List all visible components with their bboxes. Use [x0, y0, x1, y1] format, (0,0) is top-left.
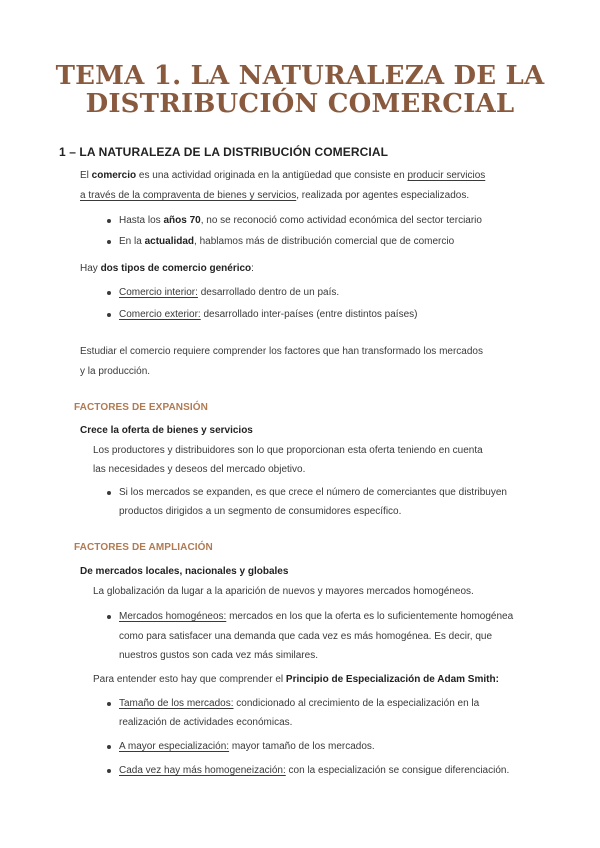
bullet-actualidad: En la actualidad, hablamos más de distribución comercial que de comercio: [119, 232, 454, 252]
expansion-heading: FACTORES DE EXPANSIÓN: [74, 402, 208, 413]
adam-smith-intro: Para entender esto hay que comprender el Principio de Especialización de Adam Smith:: [93, 674, 499, 685]
tamano-line-2: realización de actividades económicas.: [119, 717, 293, 728]
estudiar-line-1: Estudiar el comercio requiere comprender los factores que han transformado los mercados: [80, 346, 483, 357]
bullet-homogeneizacion: Cada vez hay más homogeneización: con la especialización se consigue diferenciación.: [119, 761, 509, 781]
page-title: [40, 62, 560, 118]
expansion-para-line-2: las necesidades y deseos del mercado objetivo.: [93, 464, 306, 475]
homog-line-2: como para satisfacer una demanda que cada vez es más homogénea. Es decir, que: [119, 631, 493, 642]
ampliacion-para: La globalización da lugar a la aparición de nuevos y mayores mercados homogéneos.: [93, 586, 474, 597]
bullet-comercio-exterior: Comercio exterior: desarrollado inter-países (entre distintos países): [119, 305, 417, 325]
expansion-bullet-line-2: productos dirigidos a un segmento de consumidores específico.: [119, 506, 402, 517]
title-line-1: TEMA 1. LA NATURALEZA DE LA: [55, 61, 545, 91]
bullet-tamano-mercados: Tamaño de los mercados: condicionado al crecimiento de la especialización en la: [119, 694, 479, 714]
section-heading: 1 – LA NATURALEZA DE LA DISTRIBUCIÓN COMERCIAL: [59, 145, 389, 159]
ampliacion-subheading: De mercados locales, nacionales y globales: [80, 566, 289, 577]
homog-line-3: nuestros gustos son cada vez más similares.: [119, 650, 318, 661]
estudiar-line-2: y la producción.: [80, 366, 151, 377]
intro-line-2: a través de la compraventa de bienes y servicios, realizada por agentes especializados.: [80, 190, 470, 201]
bullet-mayor-especializacion: A mayor especialización: mayor tamaño de los mercados.: [119, 737, 375, 757]
bullet-mercados-homogeneos: Mercados homogéneos: mercados en los que la oferta es lo suficientemente homogénea: [119, 607, 513, 627]
bullet-comercio-interior: Comercio interior: desarrollado dentro de un país.: [119, 283, 339, 303]
intro-line-1: El comercio es una actividad originada en la antigüedad que consiste en producir servicios: [80, 170, 486, 181]
ampliacion-heading: FACTORES DE AMPLIACIÓN: [74, 542, 213, 553]
bullet-anos-70: Hasta los años 70, no se reconoció como actividad económica del sector terciario: [119, 211, 482, 231]
expansion-subheading: Crece la oferta de bienes y servicios: [80, 425, 253, 436]
title-line-2: DISTRIBUCIÓN COMERCIAL: [85, 89, 515, 119]
tipos-comercio: Hay dos tipos de comercio genérico:: [80, 263, 254, 274]
expansion-bullet-line-1: Si los mercados se expanden, es que crece el número de comerciantes que distribuyen: [119, 483, 507, 503]
expansion-para-line-1: Los productores y distribuidores son lo que proporcionan esta oferta teniendo en cuenta: [93, 445, 483, 456]
